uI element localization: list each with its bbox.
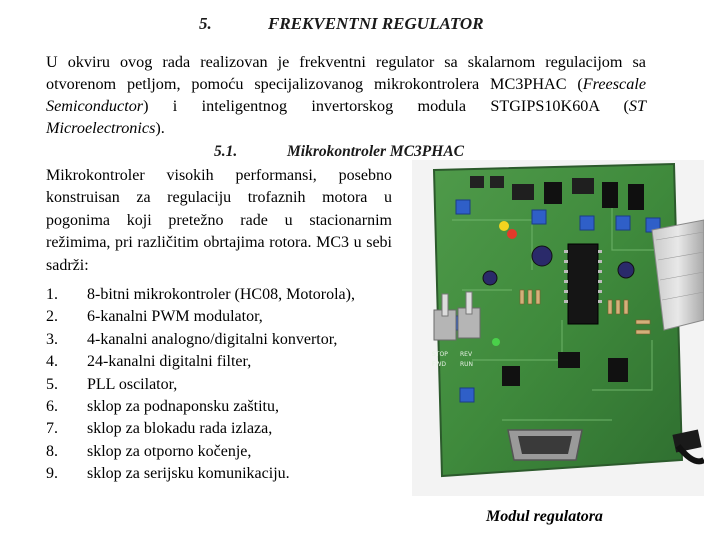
intro-text-1: U okviru ovog rada realizovan je frekventni regulator sa skalarnom regulacijom sa otvorenom petljom, pomoću specijalizovanog mikrokontrolera MC3PHAC (: [46, 53, 646, 93]
silkscreen-stop: STOP: [432, 351, 448, 358]
list-item: [46, 329, 406, 351]
list-item: [46, 463, 406, 485]
intro-company-freescale: Freescale Semiconductor: [46, 75, 646, 115]
list-item-text: sklop za podnaponsku zaštitu,: [87, 398, 279, 416]
list-item-text: sklop za otporno kočenje,: [87, 442, 252, 460]
list-item-number: 5.: [46, 375, 58, 393]
list-item-text: 4-kanalni analogno/digitalni konvertor,: [87, 330, 338, 348]
list-item-text: sklop za serijsku komunikaciju.: [87, 465, 290, 483]
list-item-number: 1.: [46, 286, 58, 303]
intro-paragraph: [46, 51, 646, 139]
list-item-number: 8.: [46, 442, 58, 460]
list-item: [46, 418, 406, 440]
list-item: [46, 284, 406, 306]
intro-company-st: ST Microelectronics: [46, 97, 646, 137]
subsection-title: Mikrokontroler MC3PHAC: [287, 143, 464, 160]
section-heading: [0, 10, 720, 38]
description-paragraph: Mikrokontroler visokih performansi, posebno konstruisan za regulaciju trofaznih motora u pogonima koji pretežno rade u stacionarnim režimima, pri različitim obrtajima rotora. MC3 u sebi sadrži:: [46, 167, 392, 274]
list-item-number: 9.: [46, 465, 58, 483]
list-item-number: 3.: [46, 330, 58, 348]
list-item-text: 8-bitni mikrokontroler (HC08, Motorola),: [87, 286, 355, 303]
intro-text-2: ) i inteligentnog invertorskog modula STGIPS10K60A (: [143, 97, 629, 115]
intro-text-3: ).: [155, 119, 165, 137]
list-item: [46, 441, 406, 463]
silkscreen-rev: REV: [460, 351, 473, 358]
feature-list: [46, 284, 406, 486]
list-item: [46, 306, 406, 328]
list-item-number: 6.: [46, 398, 58, 416]
list-item-text: 6-kanalni PWM modulator,: [87, 308, 263, 326]
list-item-number: 4.: [46, 353, 58, 371]
circuit-board-photo: [412, 160, 704, 496]
subsection-number: 5.1.: [214, 143, 238, 160]
list-item: [46, 396, 406, 418]
list-item-text: PLL oscilator,: [87, 375, 178, 393]
silkscreen-fwd: FWD: [432, 361, 447, 368]
subsection-heading: [0, 140, 720, 162]
list-item: [46, 374, 406, 396]
list-item: [46, 351, 406, 373]
silkscreen-run: RUN: [460, 361, 474, 368]
list-item-number: 7.: [46, 420, 58, 438]
section-title: FREKVENTNI REGULATOR: [268, 14, 484, 33]
list-item-text: 24-kanalni digitalni filter,: [87, 353, 252, 371]
section-number: 5.: [199, 14, 212, 33]
list-item-text: sklop za blokadu rada izlaza,: [87, 420, 273, 438]
list-item-number: 2.: [46, 308, 58, 326]
figure-caption: Modul regulatora: [486, 508, 603, 525]
